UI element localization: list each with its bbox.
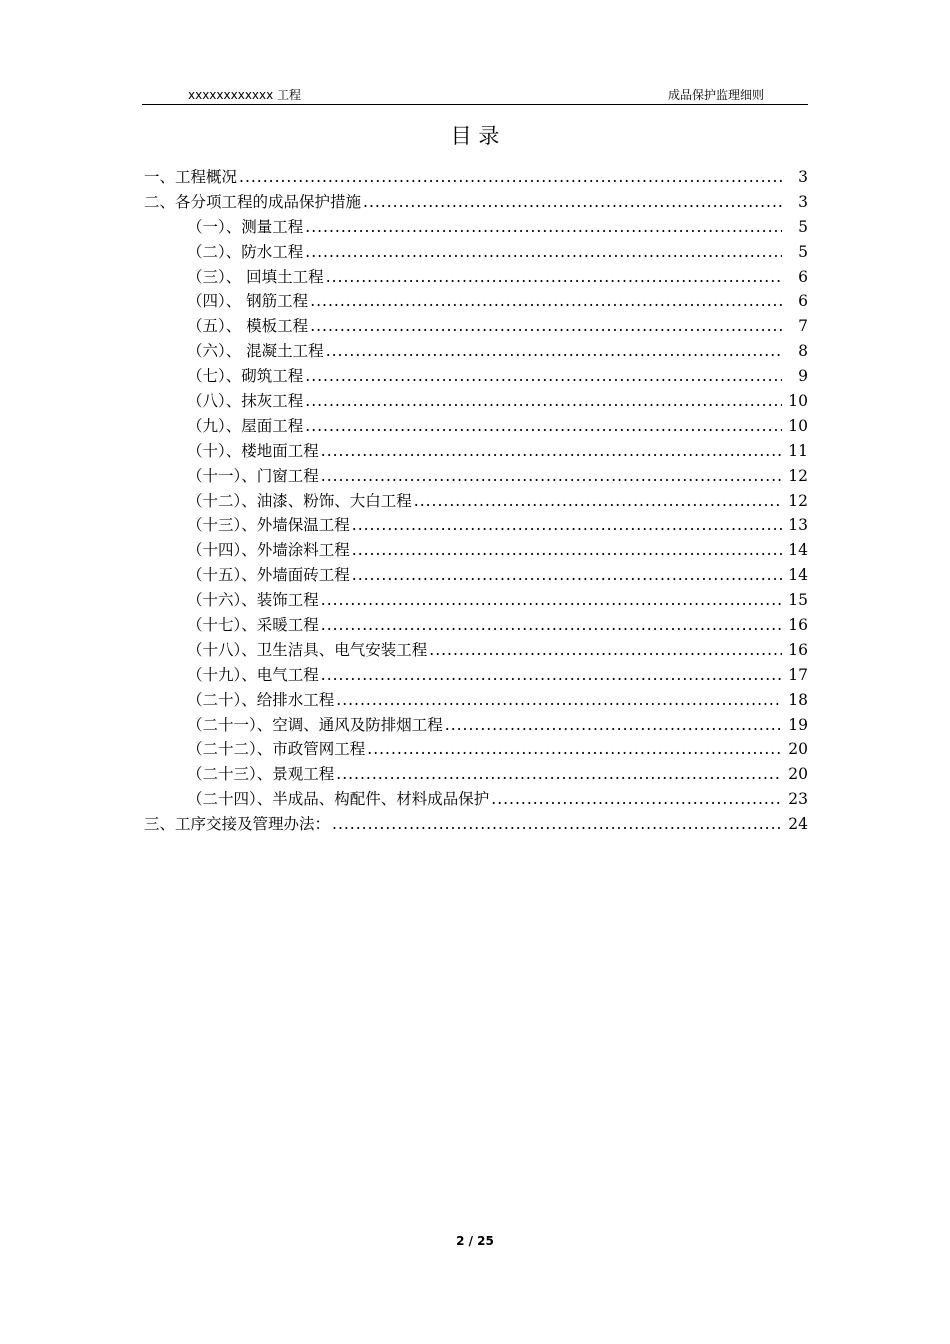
toc-leader-dots bbox=[305, 215, 782, 240]
toc-entry[interactable] bbox=[144, 215, 808, 240]
header-document-title: 成品保护监理细则 bbox=[667, 88, 764, 102]
toc-entry[interactable] bbox=[144, 314, 808, 339]
toc-leader-dots bbox=[336, 688, 782, 713]
toc-entry[interactable] bbox=[144, 265, 808, 290]
page-number: 2 / 25 bbox=[456, 1234, 494, 1248]
toc-leader-dots bbox=[445, 713, 782, 738]
toc-entry[interactable] bbox=[144, 489, 808, 514]
toc-entry[interactable] bbox=[144, 563, 808, 588]
toc-entry-label: （二十）、给排水工程 bbox=[187, 690, 335, 709]
toc-leader-dots bbox=[310, 314, 782, 339]
toc-entry[interactable] bbox=[144, 638, 808, 663]
toc-entry-page: 19 bbox=[788, 715, 808, 734]
toc-leader-dots bbox=[321, 613, 782, 638]
toc-entry-label: （八）、抹灰工程 bbox=[187, 392, 304, 411]
toc-entry-page: 24 bbox=[788, 815, 808, 834]
toc-leader-dots bbox=[429, 638, 782, 663]
toc-entry-label: （十三）、外墙保温工程 bbox=[187, 516, 350, 535]
toc-entry-label: （九）、屋面工程 bbox=[187, 416, 304, 435]
toc-entry-label: （十八）、卫生洁具、电气安装工程 bbox=[187, 640, 428, 659]
toc-entry-label: （十四）、外墙涂料工程 bbox=[187, 541, 350, 560]
toc-entry[interactable] bbox=[144, 812, 808, 837]
toc-entry-page: 12 bbox=[788, 491, 808, 510]
toc-entry[interactable] bbox=[144, 762, 808, 787]
header-project-name: xxxxxxxxxxxx 工程 bbox=[188, 88, 302, 102]
toc-entry-label: （三）、 回填土工程 bbox=[187, 267, 324, 286]
toc-entry[interactable] bbox=[144, 289, 808, 314]
toc-leader-dots bbox=[321, 464, 782, 489]
toc-entry-page: 3 bbox=[798, 192, 808, 211]
toc-entry-page: 20 bbox=[788, 765, 808, 784]
toc-entry-label: 三、工序交接及管理办法： bbox=[144, 815, 331, 834]
toc-entry-page: 8 bbox=[798, 342, 808, 361]
toc-leader-dots bbox=[491, 787, 782, 812]
toc-entry[interactable] bbox=[144, 613, 808, 638]
toc-entry[interactable] bbox=[144, 737, 808, 762]
toc-entry-page: 11 bbox=[788, 441, 808, 460]
toc-entry-page: 23 bbox=[788, 790, 808, 809]
toc-entry-page: 7 bbox=[798, 317, 808, 336]
table-of-contents bbox=[144, 165, 808, 837]
toc-entry[interactable] bbox=[144, 513, 808, 538]
toc-entry[interactable] bbox=[144, 190, 808, 215]
toc-entry-page: 17 bbox=[788, 665, 808, 684]
toc-leader-dots bbox=[239, 165, 782, 190]
toc-entry-page: 18 bbox=[788, 690, 808, 709]
toc-entry-label: （六）、 混凝土工程 bbox=[187, 342, 324, 361]
toc-entry-label: 一、工程概况 bbox=[144, 168, 238, 186]
toc-entry-page: 10 bbox=[788, 416, 808, 435]
toc-entry-label: （四）、 钢筋工程 bbox=[187, 292, 309, 311]
toc-leader-dots bbox=[414, 489, 782, 514]
toc-leader-dots bbox=[326, 265, 782, 290]
toc-leader-dots bbox=[352, 513, 782, 538]
toc-entry[interactable] bbox=[144, 414, 808, 439]
page-header bbox=[142, 86, 808, 105]
toc-entry-page: 12 bbox=[788, 466, 808, 485]
toc-entry-page: 5 bbox=[798, 242, 808, 261]
toc-leader-dots bbox=[352, 538, 782, 563]
toc-entry[interactable] bbox=[144, 464, 808, 489]
toc-entry[interactable] bbox=[144, 588, 808, 613]
toc-entry-label: （二）、防水工程 bbox=[187, 242, 304, 261]
toc-entry[interactable] bbox=[144, 165, 808, 190]
toc-leader-dots bbox=[321, 588, 782, 613]
toc-entry-label: （七）、砌筑工程 bbox=[187, 367, 304, 386]
toc-entry-label: （二十三）、景观工程 bbox=[187, 765, 335, 784]
toc-entry[interactable] bbox=[144, 439, 808, 464]
toc-entry-page: 5 bbox=[798, 217, 808, 236]
toc-entry-label: （二十四）、半成品、构配件、材料成品保护 bbox=[187, 790, 490, 809]
toc-leader-dots bbox=[305, 240, 782, 265]
toc-leader-dots bbox=[321, 439, 782, 464]
toc-entry[interactable] bbox=[144, 364, 808, 389]
toc-entry-page: 3 bbox=[798, 168, 808, 186]
toc-entry[interactable] bbox=[144, 240, 808, 265]
toc-leader-dots bbox=[321, 663, 782, 688]
toc-entry-page: 9 bbox=[798, 367, 808, 386]
toc-entry-label: （十二）、油漆、粉饰、大白工程 bbox=[187, 491, 412, 510]
toc-entry-page: 16 bbox=[788, 640, 808, 659]
toc-leader-dots bbox=[363, 190, 782, 215]
toc-entry[interactable] bbox=[144, 339, 808, 364]
toc-entry-label: （二十二）、市政管网工程 bbox=[187, 740, 366, 759]
toc-entry-label: （二十一）、空调、通风及防排烟工程 bbox=[187, 715, 443, 734]
toc-leader-dots bbox=[352, 563, 782, 588]
toc-entry[interactable] bbox=[144, 688, 808, 713]
toc-entry-label: 二、各分项工程的成品保护措施 bbox=[144, 192, 362, 211]
toc-leader-dots bbox=[305, 389, 782, 414]
toc-leader-dots bbox=[336, 762, 782, 787]
toc-leader-dots bbox=[305, 414, 782, 439]
toc-entry[interactable] bbox=[144, 713, 808, 738]
toc-leader-dots bbox=[305, 364, 782, 389]
toc-entry-page: 15 bbox=[788, 591, 808, 610]
toc-leader-dots bbox=[367, 737, 782, 762]
toc-entry-label: （十九）、电气工程 bbox=[187, 665, 319, 684]
toc-entry-page: 16 bbox=[788, 616, 808, 635]
toc-entry-label: （十七）、采暖工程 bbox=[187, 616, 319, 635]
toc-entry[interactable] bbox=[144, 389, 808, 414]
toc-entry-page: 20 bbox=[788, 740, 808, 759]
toc-entry[interactable] bbox=[144, 538, 808, 563]
toc-entry-page: 6 bbox=[798, 267, 808, 286]
toc-leader-dots bbox=[310, 289, 782, 314]
toc-entry[interactable] bbox=[144, 787, 808, 812]
toc-leader-dots bbox=[332, 812, 782, 837]
toc-entry-label: （十五）、外墙面砖工程 bbox=[187, 566, 350, 585]
toc-entry-page: 14 bbox=[788, 566, 808, 585]
toc-entry-page: 13 bbox=[788, 516, 808, 535]
toc-entry-page: 6 bbox=[798, 292, 808, 311]
toc-entry-label: （十）、楼地面工程 bbox=[187, 441, 319, 460]
toc-entry-label: （十一）、门窗工程 bbox=[187, 466, 319, 485]
toc-entry-page: 14 bbox=[788, 541, 808, 560]
toc-leader-dots bbox=[326, 339, 782, 364]
toc-title: 目 录 bbox=[450, 124, 500, 148]
toc-entry-label: （五）、 模板工程 bbox=[187, 317, 309, 336]
toc-entry-label: （十六）、装饰工程 bbox=[187, 591, 319, 610]
toc-entry-label: （一）、测量工程 bbox=[187, 217, 304, 236]
toc-entry-page: 10 bbox=[788, 392, 808, 411]
toc-entry[interactable] bbox=[144, 663, 808, 688]
